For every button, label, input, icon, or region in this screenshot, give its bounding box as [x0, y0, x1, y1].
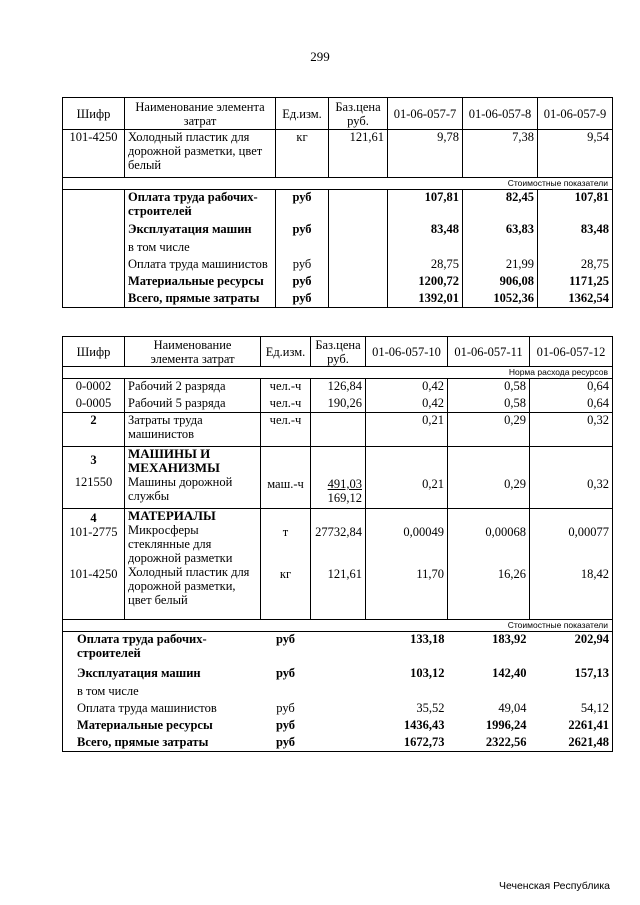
summary-value: 2621,48 [530, 735, 613, 752]
header-code: Шифр [63, 98, 125, 130]
summary-row [63, 222, 613, 240]
header-unit: Ед.изм. [261, 337, 311, 367]
cell-code: 2 [63, 413, 125, 447]
summary-unit: руб [275, 665, 296, 680]
summary-value: 906,08 [463, 274, 538, 291]
summary-name: Материальные ресурсы [125, 274, 276, 291]
cell-unit: кг [279, 567, 292, 581]
summary-row [63, 632, 613, 666]
cell-price: 190,26 [311, 396, 366, 413]
summary-value: 2322,56 [448, 735, 530, 752]
table-header-row [63, 98, 613, 130]
cell-value: 0,64 [530, 396, 613, 413]
summary-row [63, 735, 613, 752]
summary-name: Оплата труда рабочих-строителей [63, 632, 261, 666]
section-divider-row [63, 367, 613, 379]
summary-value: 103,12 [410, 665, 445, 680]
summary-name: Оплата труда машинистов [125, 257, 276, 274]
header-column: 01-06-057-12 [530, 337, 613, 367]
summary-row [63, 291, 613, 308]
cell-value: 9,54 [538, 130, 613, 178]
cell-code: 101-4250 [69, 567, 118, 581]
cell-value: 16,26 [497, 567, 526, 581]
table-row [63, 379, 613, 396]
summary-value: 1200,72 [388, 274, 463, 291]
summary-value: 1171,25 [538, 274, 613, 291]
summary-value: 2261,41 [530, 718, 613, 735]
summary-value: 1436,43 [403, 717, 445, 732]
group-number: 4 [90, 511, 97, 525]
header-column: 01-06-057-8 [463, 98, 538, 130]
summary-value: 1362,54 [538, 291, 613, 308]
cell-value: 7,38 [463, 130, 538, 178]
summary-row [63, 718, 613, 735]
header-name: Наименование элемента затрат [125, 98, 276, 130]
summary-value: 1392,01 [388, 291, 463, 308]
cell-value: 0,64 [530, 379, 613, 396]
summary-unit: руб [276, 257, 329, 274]
cell-value: 0,32 [530, 413, 613, 447]
cell-price: 121,61 [327, 567, 362, 581]
summary-value: 183,92 [492, 632, 527, 646]
summary-value: 28,75 [538, 257, 613, 274]
summary-row [63, 257, 613, 274]
cell-code: 0-0005 [63, 396, 125, 413]
summary-row [63, 701, 613, 718]
cell-price-secondary: 169,12 [327, 491, 362, 505]
cell-name: Затраты труда машинистов [125, 413, 261, 447]
summary-value: 35,52 [416, 700, 445, 715]
summary-unit: руб [276, 190, 329, 222]
section-divider-row [63, 178, 613, 190]
cell-name: Холодный пластик для дорожной разметки, цвет белый [125, 130, 276, 178]
cell-price: 126,84 [311, 379, 366, 396]
cost-table-1 [62, 97, 613, 308]
page-number: 299 [310, 49, 330, 64]
cell-value: 0,21 [366, 413, 448, 447]
summary-unit: руб [261, 735, 311, 752]
section-divider-row [63, 620, 613, 632]
summary-value: 83,48 [388, 222, 463, 240]
summary-unit: руб [276, 222, 329, 240]
cell-value: 0,21 [422, 477, 444, 491]
cell-value: 0,58 [448, 396, 530, 413]
cell-value: 0,00077 [568, 525, 609, 539]
section-label: Стоимостные показатели [63, 620, 613, 632]
summary-value: 142,40 [492, 665, 527, 680]
group-title: МАТЕРИАЛЫ [128, 508, 216, 523]
cell-price: 491,03 [327, 477, 362, 491]
cell-code: 101-4250 [63, 130, 125, 178]
cell-name: Микросферы стеклянные для дорожной разметки [128, 523, 233, 565]
summary-unit: руб [276, 291, 329, 308]
summary-name: Всего, прямые затраты [63, 735, 261, 752]
summary-value: 1996,24 [485, 717, 527, 732]
summary-row [63, 190, 613, 222]
section-label: Стоимостные показатели [63, 178, 613, 190]
group-number: 3 [90, 453, 97, 467]
table-row [63, 413, 613, 447]
cell-value: 11,70 [416, 567, 444, 581]
summary-row [63, 240, 613, 257]
cell-value: 0,00049 [403, 525, 444, 539]
header-unit: Ед.изм. [276, 98, 329, 130]
summary-name: Эксплуатация машин [63, 666, 261, 684]
header-column: 01-06-057-9 [538, 98, 613, 130]
cost-table-2 [62, 336, 613, 752]
summary-unit: руб [276, 274, 329, 291]
summary-name: Материальные ресурсы [63, 718, 261, 735]
summary-value: 82,45 [463, 190, 538, 222]
cell-unit: чел.-ч [261, 396, 311, 413]
cell-name: Машины дорожной службы [128, 475, 233, 503]
cell-value: 0,42 [366, 379, 448, 396]
page-footer: Чеченская Республика [499, 880, 610, 892]
summary-value: 54,12 [530, 701, 613, 718]
header-name: Наименование элемента затрат [125, 337, 261, 367]
summary-value: 21,99 [463, 257, 538, 274]
cell-value: 9,78 [388, 130, 463, 178]
table-header-row [63, 337, 613, 367]
header-column: 01-06-057-10 [366, 337, 448, 367]
cell-value: 0,32 [587, 477, 609, 491]
summary-row [63, 666, 613, 684]
cell-name: Рабочий 5 разряда [125, 396, 261, 413]
summary-value: 28,75 [388, 257, 463, 274]
summary-unit: руб [275, 717, 296, 732]
cell-price: 121,61 [329, 130, 388, 178]
cell-unit: кг [276, 130, 329, 178]
header-price: Баз.цена руб. [329, 98, 388, 130]
summary-value: 1052,36 [463, 291, 538, 308]
summary-row [63, 274, 613, 291]
summary-name: в том числе [63, 684, 261, 701]
cell-value: 0,29 [504, 477, 526, 491]
cell-code: 101-2775 [69, 525, 118, 539]
section-label: Норма расхода ресурсов [63, 367, 613, 379]
table-row [63, 396, 613, 413]
summary-value: 133,18 [410, 632, 445, 646]
header-price: Баз.цена руб. [311, 337, 366, 367]
cell-name: Холодный пластик для дорожной разметки, цвет белый [128, 565, 250, 607]
cell-unit: маш.-ч [267, 477, 304, 491]
summary-value: 49,04 [498, 700, 527, 715]
summary-unit: руб [275, 632, 296, 646]
materials-group-row [63, 509, 613, 620]
summary-value: 107,81 [388, 190, 463, 222]
cell-value: 0,42 [366, 396, 448, 413]
summary-row [63, 684, 613, 701]
summary-name: Эксплуатация машин [125, 222, 276, 240]
cell-code: 121550 [74, 475, 113, 489]
header-column: 01-06-057-7 [388, 98, 463, 130]
summary-name: в том числе [125, 240, 276, 257]
cell-unit: чел.-ч [261, 413, 311, 447]
summary-value: 157,13 [530, 666, 613, 684]
cell-value: 18,42 [580, 567, 609, 581]
cell-unit: т [282, 525, 289, 539]
summary-value: 202,94 [530, 632, 613, 666]
summary-value: 63,83 [463, 222, 538, 240]
summary-name: Оплата труда машинистов [63, 701, 261, 718]
cell-value: 0,58 [448, 379, 530, 396]
summary-value: 83,48 [538, 222, 613, 240]
summary-name: Всего, прямые затраты [125, 291, 276, 308]
cell-value: 0,29 [448, 413, 530, 447]
cell-unit: чел.-ч [261, 379, 311, 396]
cell-name: Рабочий 2 разряда [125, 379, 261, 396]
summary-value: 1672,73 [366, 735, 448, 752]
cell-value: 0,00068 [485, 525, 526, 539]
summary-value: 107,81 [538, 190, 613, 222]
cell-code: 0-0002 [63, 379, 125, 396]
machines-group-row [63, 447, 613, 509]
cell-price: 27732,84 [315, 525, 362, 539]
table-row [63, 130, 613, 178]
summary-unit: руб [276, 700, 295, 715]
summary-name: Оплата труда рабочих-строителей [125, 190, 276, 222]
header-code: Шифр [63, 337, 125, 367]
group-title: МАШИНЫ И МЕХАНИЗМЫ [128, 446, 220, 475]
header-column: 01-06-057-11 [448, 337, 530, 367]
